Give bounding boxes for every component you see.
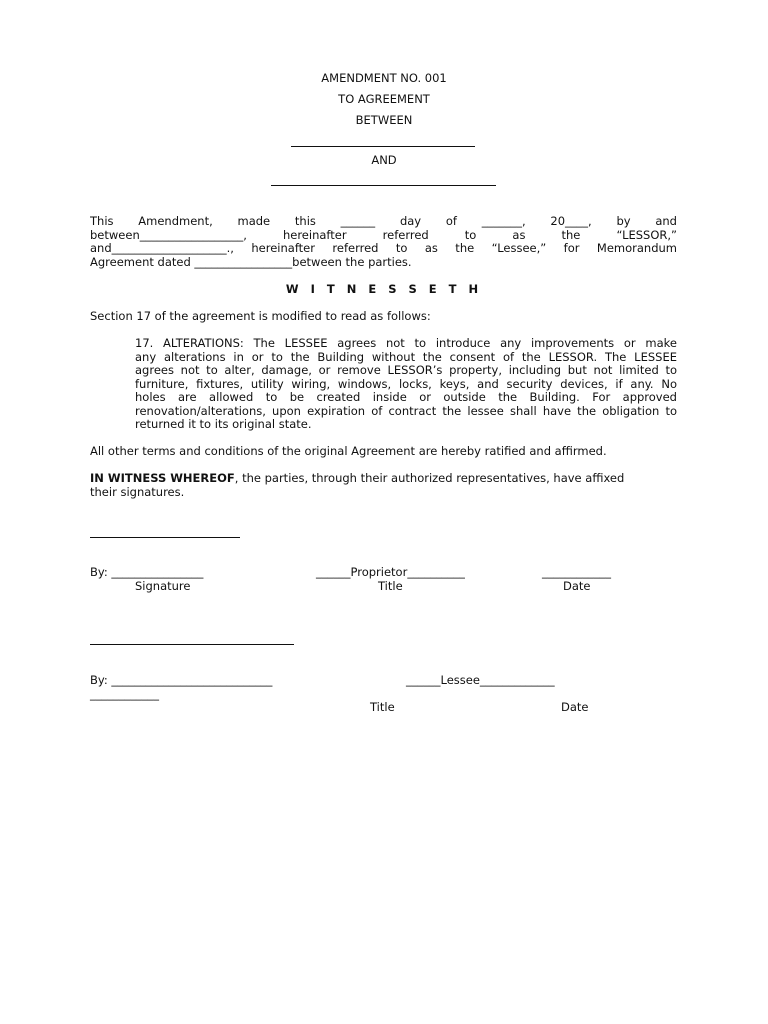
clause-line-5: holes are allowed to be created inside or outside the Building. For approved <box>135 391 677 404</box>
ratified-statement: All other terms and conditions of the original Agreement are hereby ratified and affirmed. <box>90 444 607 458</box>
lessor-name-line <box>90 537 240 538</box>
witnesseth-heading: W I T N E S S E T H <box>285 282 483 296</box>
between-heading: BETWEEN <box>355 113 413 127</box>
proprietor-title-line: ______Proprietor__________ <box>316 565 465 579</box>
lessor-by-line: By: ________________ <box>90 565 204 579</box>
date-label-1: Date <box>563 579 591 593</box>
witness-line-2: their signatures. <box>90 484 185 499</box>
date-label-2: Date <box>561 700 589 714</box>
clause-line-2: any alterations in or to the Building without the consent of the LESSOR. The LESSEE <box>135 350 677 364</box>
intro-line-4: Agreement dated _________________between the parties. <box>90 254 412 269</box>
intro-line-3: and____________________., hereinafter referred to as the “Lessee,” for Memorandum <box>90 242 677 255</box>
amendment-title: AMENDMENT NO. 001 <box>321 71 447 85</box>
party2-name-line <box>271 185 496 186</box>
witness-line-1 <box>90 472 677 486</box>
lessee-under-line: ____________ <box>90 687 159 701</box>
section-intro: Section 17 of the agreement is modified to read as follows: <box>90 309 431 323</box>
title-label-1: Title <box>378 579 403 593</box>
intro-paragraph <box>90 215 677 269</box>
lessee-by-line: By: ____________________________ <box>90 673 273 687</box>
intro-line-1: This Amendment, made this ______ day of _______, 20____, by and <box>90 215 677 228</box>
lessee-name-line <box>90 644 294 645</box>
title-label-2: Title <box>370 700 395 714</box>
signature-label: Signature <box>135 579 191 593</box>
party1-name-line <box>291 146 475 147</box>
clause-line-3: agrees not to alter, damage, or remove LESSOR’s property, including but not limited to <box>135 364 677 377</box>
agreement-subtitle: TO AGREEMENT <box>338 92 430 106</box>
intro-line-2: between__________________, hereinafter referred to as the “LESSOR,” <box>90 228 677 242</box>
clause-line-7: returned it to its original state. <box>135 417 312 431</box>
clause-line-6: renovation/alterations, upon expiration of contract the lessee shall have the obligation to <box>135 404 677 418</box>
clause-line-4: furniture, fixtures, utility wiring, windows, locks, keys, and security devices, if any. No <box>135 377 677 391</box>
and-heading: AND <box>371 153 397 167</box>
witness-paragraph <box>90 472 677 499</box>
clause-line-1: 17. ALTERATIONS: The LESSEE agrees not to introduce any improvements or make <box>135 337 677 350</box>
witness-bold-label: IN WITNESS WHEREOF <box>90 471 235 485</box>
witness-line-1-rest: , the parties, through their authorized representatives, have affixed <box>234 471 625 485</box>
lessor-date-line: ____________ <box>542 565 611 579</box>
alterations-clause <box>135 337 677 432</box>
lessee-title-line: ______Lessee_____________ <box>406 673 555 687</box>
